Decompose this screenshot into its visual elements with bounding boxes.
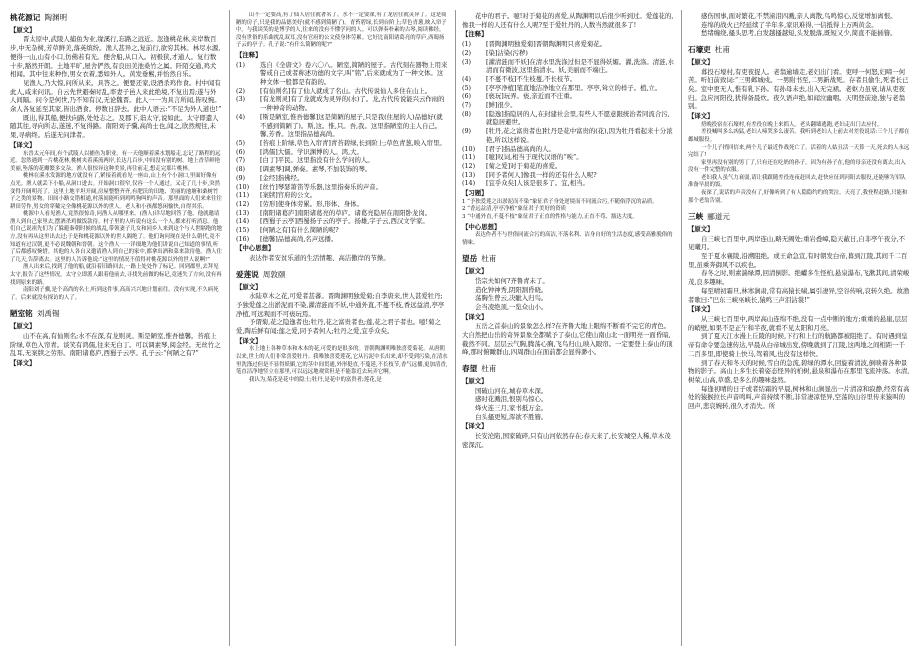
note-text: [苔痕上阶绿,草色入帘青]青苔碧绿,长到阶上;草色青葱,映入帘里。: [260, 139, 446, 147]
note-text: [亭亭净植]笔直地洁净地立在那里。亭亭,耸立的样子。植,立。: [486, 83, 662, 92]
poem-line: 会当凌绝顶,一览众山小。: [475, 302, 548, 311]
note-item: [236, 235, 448, 244]
poem-line: 造化钟神秀,阴阳割昏晓。: [475, 285, 548, 294]
paragraph: 老妇我人虽气力衰弱,请让我跟随差役连夜赶回去,赶快应征到河阳去服役,还能够为军队准备早晨的饭。: [688, 174, 906, 189]
note-number: (3): [462, 57, 472, 66]
note-number: (8): [462, 109, 472, 118]
note-number: (9): [462, 127, 472, 136]
paragraph: 山不一定要高,有了仙人居住就著名了。水不一定要深,有了龙居住就灵异了。这是简陋的房子,只是我的品德美好(就不感到简陋了)。青苔碧绿,长到台阶上;草色青葱,映入帘子中。与我谈笑的是博学的人,往来的没有不懂学问的人。可以弹奏朴素的古琴,阅读佛经。没有世俗的乐曲扰乱双耳,没有官府的公文使身体劳累。它好比南阳诸葛亮的草庐,西蜀扬子云的亭子。孔子说:“有什么简陋的呢?”: [236, 12, 447, 49]
paragraph: 南阳刘子骥,是个高尚的名士,听到这件事,高高兴兴地计划前往。没有实现,不久病死了。后来就没有探访的人了。: [10, 287, 219, 301]
note-text: [有龙则灵]有了龙就成为灵异的(水)了。龙,古代传说能兴云作雨的一种神奇的动物。: [260, 95, 445, 113]
poem-line: 感时花溅泪,恨别鸟惊心。: [475, 395, 548, 404]
exercise-item: 2 “香远益清,亭亭净植”象征君子美好的资质: [462, 206, 567, 213]
section-tag: 【译文】: [10, 358, 36, 367]
column-divider: [455, 10, 456, 646]
exercise-item: 3 “中通外直,不蔓不枝”象征君子正直的性格与能力,正直不苟、豁达大度。: [462, 213, 638, 220]
note-text: [鸿儒]大儒。学识渊博的人。鸿,大。: [260, 147, 363, 156]
note-number: (13): [462, 170, 476, 179]
notes-list: [462, 40, 674, 188]
paragraph: 愁绪缠绕,搔头思考,白发越搔越短,头发脱落,既短又少,简直不能插簪。: [701, 29, 897, 38]
section-tag: 【原文】: [688, 224, 714, 233]
note-item: [236, 217, 448, 226]
note-text: [金经]指佛经。: [260, 173, 304, 182]
section-tag: 【中心思想】: [236, 244, 275, 253]
paragraph: 我认为,菊花是花中的隐士;牡丹,是花中的富贵者;莲花,是: [249, 376, 382, 383]
note-item: [236, 95, 448, 112]
note-number: (7): [462, 101, 472, 110]
note-number: (14): [462, 179, 476, 188]
article-title: 三峡 郦道元: [688, 212, 730, 222]
paragraph: 夜深了,说话的声音没有了,好像听到了有人隐隐约约的哭泣。天亮了,我登程赶路,只能和那个老翁告别。: [688, 190, 908, 204]
note-text: [劳形]使身体劳累。形,形体、身体。: [260, 199, 363, 208]
note-number: (16): [236, 234, 250, 243]
poem-line: 国破山河在,城春草木深。: [475, 386, 548, 395]
note-item: [236, 165, 448, 174]
section-tag: 【原文】: [236, 282, 262, 291]
paragraph: 花中的君子。噫!对于菊花的喜爱,从陶渊明以后很少听到过。爱莲花的,像我一样的人还有什么人呢?至于爱牡丹的,人数当然就很多了!: [462, 12, 674, 29]
paragraph: 一个儿子捎回信来,两个儿子最近作战死亡了。活着的人姑且活一天算一天,死去的人永远完结了!: [688, 144, 910, 159]
section-tag: 【原文】: [10, 322, 36, 331]
note-number: (4): [236, 112, 246, 121]
article-title: 望岳 杜甫: [462, 254, 497, 264]
note-number: (6): [462, 92, 472, 101]
section-tag: 【译文】: [236, 336, 262, 345]
note-number: (10): [236, 182, 250, 191]
paragraph: 表达作者不与世俗同流合污的高洁,不落名利、洁身自好的生活态度,感受高雅脱俗的情味。: [462, 232, 673, 246]
note-text: [宜乎众矣]人该是很多了。宜,相当。: [486, 179, 589, 188]
paragraph: 予谓菊,花之隐逸者也;牡丹,花之富贵者也;莲,花之君子者也。噫!菊之爱,陶后鲜有闻;莲之爱,同予者何人;牡丹之爱,宜乎众矣。: [236, 318, 441, 336]
paragraph: 暮投石壕村,有吏夜捉人。老翁逾墙走,老妇出门看。吏呼一何怒,妇啼一何苦。听妇前致词:“三男邺城戍。一男附书至,二男新战死。存者且偷生,死者长已矣。室中更无人,惟有乳下孙。有孙母未去,出入无完裙。老妪力虽衰,请从吏夜归。急应河阳役,犹得备晨炊。夜久语声绝,如闻泣幽咽。天明登前途,独与老翁别。: [688, 67, 909, 111]
note-item: [462, 153, 674, 162]
section-tag: 【注释】: [236, 50, 262, 59]
paragraph: 到了春天和冬天的时候,雪白的急流,碧绿的潭水,回旋着清波,倒映着各种景物的影子。高山上多生长着姿态怪异的柏树,悬泉和瀑布在那里飞流冲荡。水清,树荣,山高,草盛,是多么的趣味盎然。: [688, 358, 910, 384]
note-text: [南阳诸葛庐]南阳诸葛亮的草庐。诸葛亮隐居在南阳卧龙岗。: [260, 208, 432, 217]
exercise-item: 1 “予独爱莲之出淤泥而不染”象征君子身处逆境而不同流合污,不随俗浮沉的品质。: [462, 198, 658, 205]
paragraph: 桃源中人看见渔人,竟然很惊奇,问渔人从哪里来。(渔人)详尽地回答了他。他就邀请渔人到自己家里去,摆酒杀鸡做饭款待。村子里的人听说有这么一个人,都来打听消息。他们自己说祖先们为了躲避秦朝时候的战乱,带领妻子儿女和同乡人来到这个与人世隔绝的地方,没有再从这里出去过;于是和桃花源以外的世人隔绝了。他们询问现在是什么朝代,竟不知道有过汉朝,更不必说魏朝和晋朝。这个渔人一一详细地为他们讲说自己知道的事情,听了后都感叹惋惜。其他的人各自又邀请渔人到自己的家中,都拿出酒和菜来款待他。渔人住了几天,告辞离去。这里的人告诉他说:“这里的情况不值得对桃花源以外的世人说啊!”: [10, 211, 222, 263]
paragraph: 东晋太元年间,有个武陵人以捕鱼为职业。有一天他顺着溪水划船走,忘记了路程的远近。忽然遇到一片桃花林,桃树夹着溪流两岸,长达几百步,中间没有别的树。地上香草鲜艳美丽,坠落的花瓣繁多交杂。渔人很惊异这种美景,再往前走,想走完那片桃林。: [10, 150, 221, 172]
note-item: [236, 183, 448, 192]
paragraph: 至于夏水襄陵,沿溯阻绝。或王命急宣,有时朝发白帝,暮到江陵,其间千二百里,虽乘奔御风不以疾也。: [688, 252, 908, 269]
note-text: [染]沾染(污秽): [486, 48, 528, 57]
section-tag: 【原文】: [688, 57, 714, 66]
note-number: (11): [462, 153, 476, 162]
column-2: [236, 12, 448, 644]
note-text: [隐逸]指隐居的人,在封建社会里,有些人不愿意跟统治者同流合污,就隐居避世。: [486, 109, 670, 127]
note-text: [鲜]很少。: [486, 101, 517, 110]
note-text: [君子]指品德高尚的人。: [486, 144, 555, 153]
note-item: [236, 139, 448, 148]
note-item: [236, 226, 448, 235]
paragraph: 渔人出来后,找到了他的船,就沿着旧路回去,一路上处处作了标记。回到郡里,去拜见太守,报告了这些情况。太守立即派人跟着他前去,寻找先前做的标记,竟迷失了方向,没有再找到原来的路。: [10, 264, 222, 286]
note-item: [462, 101, 674, 110]
note-number: (14): [236, 217, 250, 226]
paragraph: 差役喊叫多么凶猛,老妇人啼哭多么凄苦。我听到老妇人上前去对差役说话:三个儿子都在邺城服役。: [688, 129, 910, 143]
note-item: [462, 58, 674, 75]
note-text: [何陋之有]有什么简陋的呢?: [260, 226, 339, 235]
note-item: [236, 174, 448, 183]
note-item: [462, 127, 674, 144]
note-number: (13): [236, 208, 250, 217]
note-text: [白丁]平民。这里指没有什么学问的人。: [260, 156, 374, 165]
note-number: (3): [236, 95, 246, 104]
paragraph: 见渔人,乃大惊,问所从来。具答之。便要还家,设酒杀鸡作食。村中闻有此人,咸来问讯。自云先世避秦时乱,率妻子邑人来此绝境,不复出焉;遂与外人间隔。问今是何世,乃不知有汉,无论魏晋。此人一一为具言所闻,皆叹惋。余人各复延至其家,皆出酒食。停数日辞去。此中人语云:“不足为外人道也!”: [10, 78, 222, 114]
notes-list: [236, 61, 448, 244]
section-tag: 【译文】: [10, 140, 36, 149]
note-text: [不蔓不枝]不生枝蔓,不长枝节。: [486, 74, 577, 83]
paragraph: 感伤国事,面对繁花,不禁涕泪四溅,亲人离散,鸟鸣惊心,反觉增加离恨。: [701, 12, 897, 20]
note-item: [462, 145, 674, 154]
note-text: [菊之爱]对于菊花的喜爱。: [486, 161, 562, 170]
article-title: 桃花源记 陶渊明: [10, 13, 68, 22]
note-number: (12): [236, 199, 250, 208]
note-number: (5): [462, 83, 472, 92]
note-text: [斯是陋室,惟吾德馨]这是简陋的屋子,只是我(住屋的人)品德好(就不感到简陋了)。斯,这。惟,只。吾,我。这里指陋室的主人自己。馨,芳香。这里指品德高尚。: [260, 112, 443, 139]
paragraph: 水陆草木之花,可爱者甚蕃。晋陶渊明独爱菊;自李唐来,世人甚爱牡丹;予独爱莲之出淤泥而不染,濯清涟而不妖,中通外直,不蔓不枝,香远益清,亭亭净植,可远观而不可亵玩焉。: [236, 292, 445, 318]
column-divider: [681, 10, 682, 646]
section-tag: 【译文】: [688, 112, 714, 121]
note-number: (8): [236, 165, 246, 174]
note-text: [噫]叹词,相当于现代汉语的“唉”。: [486, 153, 583, 162]
note-text: [德馨]品德高尚,名声远播。: [260, 234, 338, 243]
article-title: 爱莲说 周敦颐: [236, 269, 286, 279]
note-number: (2): [236, 86, 246, 95]
note-item: [462, 75, 674, 84]
note-text: [丝竹]琴瑟箫笛等乐器,这里指奏乐的声音。: [260, 182, 383, 191]
section-tag: 【原文】: [462, 376, 488, 385]
poem-line: 白头搔更短,浑欲不胜簪。: [475, 412, 548, 421]
column-3: [462, 12, 674, 644]
paragraph: 山不在高,有仙则名;水不在深,有龙则灵。斯是陋室,惟吾德馨。苔痕上阶绿,草色入帘青。谈笑有鸿儒,往来无白丁。可以调素琴,阅金经。无丝竹之乱耳,无案牍之劳形。南阳诸葛庐,西蜀子云亭。孔子云:“何陋之有?”: [10, 331, 221, 358]
note-text: [西蜀子云亭]西蜀扬子云的亭子。扬雄,字子云,西汉文学家。: [260, 217, 429, 226]
article-title: 石壕吏 杜甫: [688, 45, 730, 55]
poem-line: 荡胸生曾云,决眦入归鸟。: [475, 294, 548, 303]
paragraph: 水上地上各种草本和木本的花,可爱的是很多的。晋朝陶渊明唯独喜爱菊花。从唐朝以来,世上的人们非常喜爱牡丹。我唯独喜爱莲花,它从污泥中长出来,却不受到污染,在清水里洗涤过但是不显得妖媚,它的茎中间贯通,外形挺直,不蔓延,不长枝节,香气远播,更加清香,笔直洁净地竖立在那里,可以远远地观赏但是不能靠近去玩弄它啊。: [236, 346, 448, 376]
note-item: [236, 191, 448, 200]
paragraph: 自三峡七百里中,两岸连山,略无阙处;重岩叠嶂,隐天蔽日,自非亭午夜分,不见曦月。: [688, 234, 906, 252]
note-text: [调素琴]调,弹奏。素琴,不加装饰的琴。: [260, 165, 372, 174]
note-number: (12): [462, 161, 476, 170]
paragraph: 家里再没有别的男丁了,只有还在吃奶的孙子。因为有孙子在,他的母亲还没有离去,出入没有一件完整的衣服。: [688, 159, 906, 174]
paragraph: 每逢初晴的日子或者结霜的早晨,树林和山涧显出一片清凉和寂静,经常有高处的猿猴拉长声音鸣叫,声音持续不断,非常凄凉怪异,空荡的山谷里传来猿叫的回声,悲哀婉转,很久才消失。所: [688, 384, 910, 411]
note-item: [462, 40, 674, 49]
note-item: [236, 200, 448, 209]
note-item: [462, 92, 674, 101]
note-number: (2): [462, 48, 472, 57]
note-text: [亵玩]玩弄。亵,亲近而不庄重。: [486, 92, 577, 101]
note-item: [236, 61, 448, 87]
note-number: (5): [236, 139, 246, 147]
note-item: [462, 179, 674, 188]
paragraph: 长安沦陷,国家破碎,只有山河依然存在;春天来了,长安城空人稀,草木茂密深沉。: [462, 432, 671, 449]
paragraph: 到了夏天江水漫上丘陵的时候,下行和上行的航路都被阻绝了。有时遇到皇帝有命令要急速传达,早晨从白帝城出发,傍晚就到了江陵,这两地之间相距一千二百多里,即使骑上快马,驾着风,也没有这样快。: [688, 332, 908, 358]
paragraph: 连绵的战火已经延续了半年多,家讯难得,一信抵得上万两黄金。: [701, 20, 878, 29]
poem-line: 岱宗夫如何?齐鲁青未了。: [475, 276, 549, 285]
article-title: 春望 杜甫: [462, 364, 497, 374]
section-tag: 【译文】: [688, 305, 714, 314]
paragraph: 从三峡七百里中,两岸高山连绵不绝,没有一点中断的地方;重重的悬崖,层层的峭壁,如果不是正午和半夜,就看不见太阳和月亮。: [688, 315, 908, 332]
note-item: [462, 49, 674, 58]
note-text: [晋陶渊明独爱菊]晋朝陶渊明只喜爱菊花。: [486, 40, 607, 49]
note-number: (1): [462, 40, 472, 49]
section-tag: 【原文】: [10, 25, 36, 34]
note-text: [同予者何人]像我一样的还有什么人呢?: [486, 170, 597, 179]
paragraph: 桃林在溪水发源的地方就没有了,紧接着就看见一座山,山上有个小洞口,里面好像有点光。渔人就丢下小船,从洞口进去。开始洞口很窄,仅容一个人通过。又走了几十步,突然变得开阔明亮了。这里土地平坦开阔,房屋整整齐齐,有肥沃的田地、美丽的池塘和桑树竹子之类的景物。田间小路交错相通,村落间能听到鸡鸣狗叫的声音。那里面的人们来来往往耕田劳作,男女的穿戴完全像桃花源以外的世人。老人和小孩都悠闲愉快,自得其乐。: [10, 173, 222, 210]
section-tag: 【原文】: [462, 267, 488, 276]
note-number: (4): [462, 74, 472, 83]
note-text: [有仙则名]有了仙人就成了名山。古代传说仙人多住在山上。: [260, 86, 432, 95]
note-text: [牡丹,花之富贵者也]牡丹是花中富贵的(花),因为牡丹看起来十分浓艳,所以这样说。: [486, 127, 673, 144]
note-number: (7): [236, 156, 246, 165]
paragraph: 晋太原中,武陵人捕鱼为业,缘溪行,忘路之远近。忽逢桃花林,夹岸数百步,中无杂树,芳草鲜美,落英缤纷。渔人甚异之,复前行,欲穷其林。林尽水源,便得一山,山有小口,仿佛若有光。便舍船,从口入。初极狭,才通人。复行数十步,豁然开朗。土地平旷,屋舍俨然,有良田美池桑竹之属。阡陌交通,鸡犬相闻。其中往来种作,男女衣着,悉如外人。黄发垂髫,并怡然自乐。: [10, 35, 221, 79]
column-1: [10, 12, 222, 644]
column-divider: [229, 10, 230, 646]
section-tag: 【译文】: [462, 312, 488, 321]
note-number: (10): [462, 144, 476, 153]
note-text: [案牍]官府的公文。: [260, 191, 317, 200]
note-number: (1): [236, 60, 246, 69]
section-tag: 【习题】: [462, 189, 488, 198]
note-number: (11): [236, 191, 250, 200]
poem-line: 烽火连三月,家书抵万金。: [475, 403, 548, 412]
paragraph: 既出,得其船,便扶向路,处处志之。及郡下,诣太守,说如此。太守即遣人随其往,寻向所志,遂迷,不复得路。南阳刘子骥,高尚士也,闻之,欣然规往,未果,寻病终。后遂无问津者。: [10, 113, 219, 140]
section-tag: 【注释】: [462, 30, 488, 39]
paragraph: 五岳之首泰山的景象怎么样?在齐鲁大地上眼绵不断看不完它的青色。大自然把山岳的奇异景象全都赋予了泰山,它使山南山北一面明亮一面昏暗,截然不同。层层云气胸,腾荡心胸,飞鸟归山,映入眼帘。一定要登上泰山的顶峰,那时俯瞰群山,四周群山在面前都会显得渺小。: [462, 322, 673, 357]
note-text: 选自《全唐文》卷六〇八。陋室,简陋的屋子。古代刻在器物上用来警戒自己或者称述功德的文字,叫“铭”,后来就成为了一种文体。这种文体一般都是有韵的。: [260, 60, 448, 87]
paragraph: 春冬之时,则素湍绿潭,回清倒影。绝巘多生怪柏,悬泉瀑布,飞漱其间,清荣峻茂,良多趣味。: [688, 269, 910, 287]
note-item: [462, 162, 674, 171]
note-item: [236, 113, 448, 139]
article-title: 陋室铭 刘禹锡: [10, 309, 60, 319]
note-number: (15): [236, 226, 250, 235]
note-text: [濯清涟而不妖]在清水里洗涤过但是不显得妖媚。濯,洗涤。清涟,水清而有微波,这里指清水。妖,美丽而不端庄。: [486, 57, 674, 75]
paragraph: 傍晚投宿在石壕村,有差役在晚上来抓人。老头翻墙逃跑,老妇走出门去应付。: [701, 121, 883, 128]
note-number: (9): [236, 173, 246, 182]
note-item: [462, 110, 674, 127]
paragraph: 表达作者安贫乐道的生活情趣、高洁傲岸的节操。: [249, 254, 390, 263]
section-tag: 【中心思想】: [462, 222, 501, 231]
paragraph: 每至晴初霜旦,林寒涧肃,常有高猿长啸,属引凄异,空谷传响,哀转久绝。故渔者歌曰:“巴东三峡巫峡长,猿鸣三声泪沾裳!”: [688, 286, 910, 304]
note-item: [236, 156, 448, 165]
note-number: (6): [236, 147, 246, 156]
section-tag: 【译文】: [462, 422, 488, 431]
column-4: [688, 12, 910, 644]
